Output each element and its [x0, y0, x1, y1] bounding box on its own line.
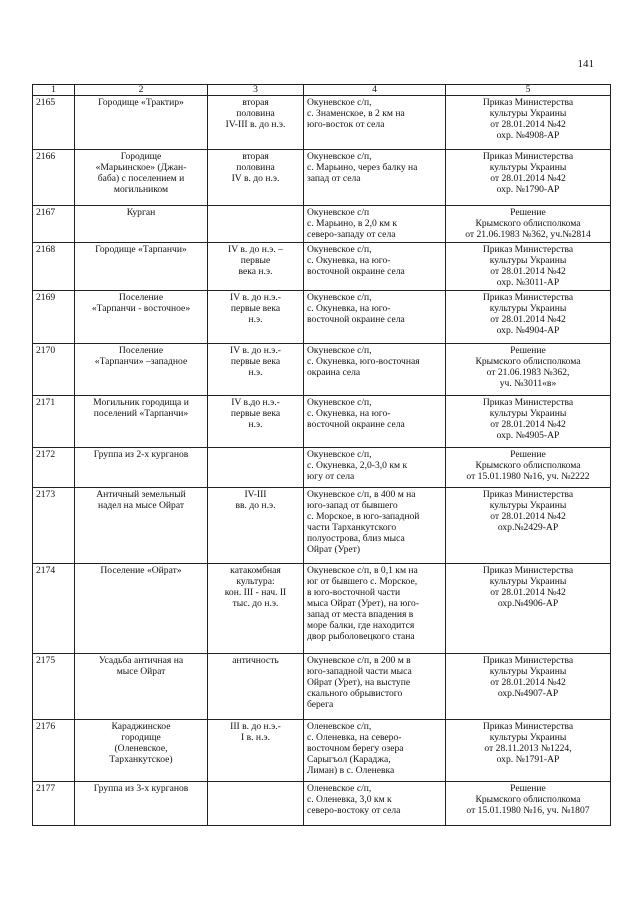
dating-line: первые века — [230, 303, 281, 314]
location-line: юго-запад от бывшего — [307, 500, 398, 511]
table-row — [33, 206, 611, 243]
location-line: Окуневское с/п, — [307, 397, 372, 408]
legal-document-line: охр.№4907-АР — [497, 688, 559, 699]
dating-cell — [208, 291, 304, 344]
object-name-cell — [75, 720, 208, 782]
legal-document-line: охр. №3011-АР — [496, 277, 560, 288]
legal-document-line: Крымского облисполкома — [475, 356, 581, 367]
table-header-row — [33, 85, 611, 96]
row-number-cell: 2174 — [33, 564, 75, 654]
legal-document-cell — [446, 448, 611, 488]
legal-document-line: культуры Украины — [489, 666, 567, 677]
legal-document-line: Решение — [510, 449, 546, 460]
legal-document-line: Крымского облисполкома — [475, 794, 581, 805]
table-row — [33, 96, 611, 150]
legal-document-line: культуры Украины — [489, 500, 567, 511]
object-name-line: Поселение — [118, 345, 164, 356]
location-line: восточной окраине села — [307, 266, 405, 277]
object-name-line: Курган — [126, 207, 156, 218]
legal-document-line: от 28.11.2013 №1224, — [484, 743, 572, 754]
legal-document-line: Приказ Министерства — [482, 97, 574, 108]
dating-cell — [208, 344, 304, 396]
legal-document-line: Крымского облисполкома — [475, 218, 581, 229]
location-line: восточном берегу озера — [307, 743, 404, 754]
location-line: с. Марьино, в 2,0 км к — [307, 218, 397, 229]
dating-line: н.э. — [248, 367, 263, 378]
legal-document-line: охр. №1791-АР — [496, 754, 560, 765]
location-cell — [304, 96, 446, 150]
table-row — [33, 344, 611, 396]
location-line: Окуневское с/п, — [307, 151, 372, 162]
table-row — [33, 396, 611, 448]
location-cell — [304, 782, 446, 826]
dating-cell — [208, 396, 304, 448]
object-name-cell — [75, 448, 208, 488]
location-line: части Тарханкутского — [307, 522, 397, 533]
location-line: восточной окраине села — [307, 419, 405, 430]
dating-line: IV в. до н.э. — [231, 173, 280, 184]
location-line: полуострова, близ мыса — [307, 533, 405, 544]
location-line: юго-западной части мыса — [307, 666, 412, 677]
legal-document-line: культуры Украины — [489, 108, 567, 119]
legal-document-cell — [446, 488, 611, 564]
location-line: с. Оленевка, на северо- — [307, 732, 402, 743]
location-line: юг от бывшего с. Морское, — [307, 576, 418, 587]
location-cell — [304, 654, 446, 720]
dating-cell — [208, 243, 304, 291]
dating-line: античность — [232, 655, 279, 666]
legal-document-line: от 28.01.2014 №42 — [490, 314, 566, 325]
dating-line: первые — [240, 255, 271, 266]
object-name-line: могильником — [113, 184, 169, 195]
legal-document-cell — [446, 720, 611, 782]
table-row — [33, 291, 611, 344]
dating-line: IV-III в. до н.э. — [225, 119, 286, 130]
legal-document-line: охр.№4906-АР — [497, 598, 559, 609]
dating-line: первые века — [230, 356, 281, 367]
location-line: море балки, где находится — [307, 620, 415, 631]
object-name-line: Городище — [120, 151, 162, 162]
location-line: Окуневское с/п — [307, 207, 370, 218]
location-line: с. Окуневка, на юго- — [307, 303, 391, 314]
object-name-line: городище — [121, 732, 161, 743]
legal-document-cell — [446, 396, 611, 448]
legal-document-line: Приказ Министерства — [482, 292, 574, 303]
row-number-cell: 2171 — [33, 396, 75, 448]
location-line: северо-востоку от села — [307, 805, 401, 816]
object-name-cell — [75, 291, 208, 344]
legal-document-line: уч. №3011«в» — [499, 378, 557, 389]
dating-line: III в. до н.э.- — [230, 721, 281, 732]
dating-cell — [208, 654, 304, 720]
dating-line: века н.э. — [238, 266, 273, 277]
location-line: юго-восток от села — [307, 119, 385, 130]
dating-cell — [208, 96, 304, 150]
location-line: с. Окуневка, на юго- — [307, 408, 391, 419]
location-line: с. Марьино, через балку на — [307, 162, 418, 173]
legal-document-line: охр. №1790-АР — [496, 184, 560, 195]
dating-line: первые века — [230, 408, 281, 419]
location-line: окраина села — [307, 367, 361, 378]
location-line: Окуневское с/п, — [307, 292, 372, 303]
legal-document-line: культуры Украины — [489, 162, 567, 173]
legal-document-line: охр. №4904-АР — [496, 325, 560, 336]
legal-document-line: Приказ Министерства — [482, 565, 574, 576]
location-line: югу от села — [307, 471, 355, 482]
row-number-cell: 2166 — [33, 150, 75, 206]
object-name-cell — [75, 206, 208, 243]
row-number-cell: 2172 — [33, 448, 75, 488]
dating-line: культура: — [236, 576, 275, 587]
table-body — [33, 96, 611, 826]
dating-line: половина — [236, 108, 275, 119]
legal-document-line: культуры Украины — [489, 303, 567, 314]
location-line: в юго-восточной части — [307, 587, 401, 598]
object-name-cell — [75, 782, 208, 826]
legal-document-line: от 28.01.2014 №42 — [490, 677, 566, 688]
object-name-cell — [75, 96, 208, 150]
object-name-cell — [75, 488, 208, 564]
table-row — [33, 720, 611, 782]
table-row — [33, 564, 611, 654]
dating-line: кон. III - нач. II — [224, 587, 287, 598]
dating-cell — [208, 206, 304, 243]
location-line: мыса Ойрат (Урет), на юго- — [307, 598, 420, 609]
object-name-line: Группа из 3-х курганов — [93, 783, 189, 794]
object-name-line: Городище «Тарпанчи» — [95, 244, 187, 255]
legal-document-cell — [446, 344, 611, 396]
legal-document-line: от 21.06.1983 №362, — [486, 367, 570, 378]
dating-line: IV-III — [244, 489, 267, 500]
dating-cell — [208, 564, 304, 654]
object-name-cell — [75, 654, 208, 720]
legal-document-cell — [446, 654, 611, 720]
column-header-3: 3 — [208, 85, 304, 96]
dating-cell — [208, 448, 304, 488]
location-line: с. Морское, в юго-западной — [307, 511, 420, 522]
object-name-line: «Марьинское» (Джан- — [95, 162, 187, 173]
location-line: скального обрывистого — [307, 688, 403, 699]
legal-document-line: от 28.01.2014 №42 — [490, 119, 566, 130]
dating-cell — [208, 488, 304, 564]
legal-document-line: охр. №4905-АР — [496, 430, 560, 441]
location-line: Оленевское с/п, — [307, 721, 372, 732]
legal-document-line: культуры Украины — [489, 255, 567, 266]
object-name-line: Античный земельный — [96, 489, 186, 500]
table-row — [33, 448, 611, 488]
table-row — [33, 654, 611, 720]
dating-line: I в. н.э. — [241, 732, 270, 743]
location-line: Лиман) в с. Оленевка — [307, 765, 395, 776]
dating-line: вторая — [242, 97, 269, 108]
object-name-cell — [75, 243, 208, 291]
object-name-line: «Тарпанчи - восточное» — [91, 303, 191, 314]
object-name-cell — [75, 564, 208, 654]
location-cell — [304, 564, 446, 654]
legal-document-line: охр. №4908-АР — [496, 130, 560, 141]
row-number-cell: 2176 — [33, 720, 75, 782]
legal-document-line: Решение — [510, 207, 546, 218]
dating-line: н.э. — [248, 314, 263, 325]
legal-document-line: Приказ Министерства — [482, 721, 574, 732]
location-cell — [304, 344, 446, 396]
object-name-cell — [75, 344, 208, 396]
dating-line: катакомбная — [230, 565, 281, 576]
row-number-cell: 2165 — [33, 96, 75, 150]
legal-document-line: Приказ Министерства — [482, 151, 574, 162]
dating-line: половина — [236, 162, 275, 173]
location-line: Окуневское с/п, — [307, 345, 372, 356]
legal-document-line: от 15.01.1980 №16, уч. №1807 — [466, 805, 590, 816]
legal-document-line: Приказ Министерства — [482, 489, 574, 500]
object-name-line: Поселение — [118, 292, 164, 303]
legal-document-cell — [446, 782, 611, 826]
object-name-line: мысе Ойрат — [116, 666, 166, 677]
page-number: 141 — [577, 58, 594, 70]
column-header-4: 4 — [304, 85, 446, 96]
legal-document-line: от 15.01.1980 №16, уч. №2222 — [466, 471, 590, 482]
dating-line: IV в.до н.э.- — [231, 397, 280, 408]
dating-line: вв. до н.э. — [235, 500, 276, 511]
location-cell — [304, 396, 446, 448]
location-line: Окуневское с/п, в 400 м на — [307, 489, 416, 500]
table-row — [33, 150, 611, 206]
row-number-cell: 2175 — [33, 654, 75, 720]
object-name-cell — [75, 150, 208, 206]
object-name-line: Поселение «Ойрат» — [100, 565, 182, 576]
location-line: двор рыболовецкого стана — [307, 631, 415, 642]
object-name-line: «Тарпанчи» –западное — [94, 356, 188, 367]
table-row — [33, 782, 611, 826]
location-cell — [304, 291, 446, 344]
location-line: Окуневское с/п, — [307, 449, 372, 460]
location-line: берега — [307, 699, 334, 710]
legal-document-cell — [446, 150, 611, 206]
dating-cell — [208, 782, 304, 826]
column-header-5: 5 — [446, 85, 611, 96]
object-name-line: Группа из 2-х курганов — [93, 449, 189, 460]
object-name-line: поселений «Тарпанчи» — [93, 408, 189, 419]
location-cell — [304, 243, 446, 291]
object-name-line: Караджинское — [111, 721, 171, 732]
location-line: восточной окраине села — [307, 314, 405, 325]
table-row — [33, 488, 611, 564]
object-name-line: Городище «Трактир» — [98, 97, 184, 108]
table-row — [33, 243, 611, 291]
legal-document-line: Приказ Министерства — [482, 397, 574, 408]
row-number-cell: 2173 — [33, 488, 75, 564]
legal-document-cell — [446, 243, 611, 291]
location-line: Окуневское с/п, в 200 м в — [307, 655, 411, 666]
location-line: с. Окуневка, юго-восточная — [307, 356, 420, 367]
legal-document-cell — [446, 96, 611, 150]
location-line: Окуневское с/п, — [307, 244, 372, 255]
location-cell — [304, 206, 446, 243]
legal-document-line: Решение — [510, 783, 546, 794]
dating-cell — [208, 720, 304, 782]
location-line: Ойрат (Урет), на выступе — [307, 677, 411, 688]
dating-line: IV в. до н.э.- — [230, 292, 281, 303]
location-line: запад от села — [307, 173, 361, 184]
legal-document-line: охр.№2429-АР — [497, 522, 559, 533]
object-name-line: баба) с поселением и — [97, 173, 185, 184]
legal-document-line: культуры Украины — [489, 576, 567, 587]
object-name-line: Усадьба античная на — [98, 655, 184, 666]
row-number-cell: 2167 — [33, 206, 75, 243]
row-number-cell: 2170 — [33, 344, 75, 396]
location-line: Окуневское с/п, в 0,1 км на — [307, 565, 418, 576]
legal-document-line: Приказ Министерства — [482, 244, 574, 255]
location-line: Ойрат (Урет) — [307, 544, 361, 555]
legal-document-line: культуры Украины — [489, 408, 567, 419]
legal-document-cell — [446, 206, 611, 243]
dating-line: вторая — [242, 151, 269, 162]
location-cell — [304, 720, 446, 782]
column-header-1: 1 — [33, 85, 75, 96]
object-name-line: (Оленевское, — [114, 743, 168, 754]
dating-cell — [208, 150, 304, 206]
location-line: Окуневское с/п, — [307, 97, 372, 108]
row-number-cell: 2177 — [33, 782, 75, 826]
location-line: Сарыгъол (Караджа, — [307, 754, 391, 765]
legal-document-cell — [446, 564, 611, 654]
legal-document-cell — [446, 291, 611, 344]
object-name-line: надел на мысе Ойрат — [97, 500, 185, 511]
legal-document-line: от 28.01.2014 №42 — [490, 173, 566, 184]
location-cell — [304, 150, 446, 206]
legal-document-line: Приказ Министерства — [482, 655, 574, 666]
legal-document-line: от 28.01.2014 №42 — [490, 419, 566, 430]
legal-document-line: от 28.01.2014 №42 — [490, 511, 566, 522]
row-number-cell: 2169 — [33, 291, 75, 344]
legal-document-line: Крымского облисполкома — [475, 460, 581, 471]
object-name-cell — [75, 396, 208, 448]
column-header-2: 2 — [75, 85, 208, 96]
location-line: северо-западу от села — [307, 229, 396, 240]
location-line: с. Окуневка, 2,0-3,0 км к — [307, 460, 408, 471]
legal-document-line: от 21.06.1983 №362, уч.№2814 — [465, 229, 591, 240]
location-line: запад от места впадения в — [307, 609, 414, 620]
legal-document-line: Решение — [510, 345, 546, 356]
location-line: с. Оленевка, 3,0 км к — [307, 794, 392, 805]
location-line: Оленевское с/п, — [307, 783, 372, 794]
object-name-line: Могильник городища и — [93, 397, 189, 408]
dating-line: IV в. до н.э.- — [230, 345, 281, 356]
location-cell — [304, 488, 446, 564]
legal-document-line: от 28.01.2014 №42 — [490, 266, 566, 277]
legal-document-line: от 28.01.2014 №42 — [490, 587, 566, 598]
dating-line: тыс. до н.э. — [232, 598, 279, 609]
heritage-registry-table — [32, 84, 611, 826]
location-line: с. Знаменское, в 2 км на — [307, 108, 405, 119]
legal-document-line: культуры Украины — [489, 732, 567, 743]
row-number-cell: 2168 — [33, 243, 75, 291]
object-name-line: Тарханкутское) — [109, 754, 173, 765]
dating-line: IV в. до н.э. – — [228, 244, 283, 255]
location-cell — [304, 448, 446, 488]
location-line: с. Окуневка, на юго- — [307, 255, 391, 266]
dating-line: н.э. — [248, 419, 263, 430]
